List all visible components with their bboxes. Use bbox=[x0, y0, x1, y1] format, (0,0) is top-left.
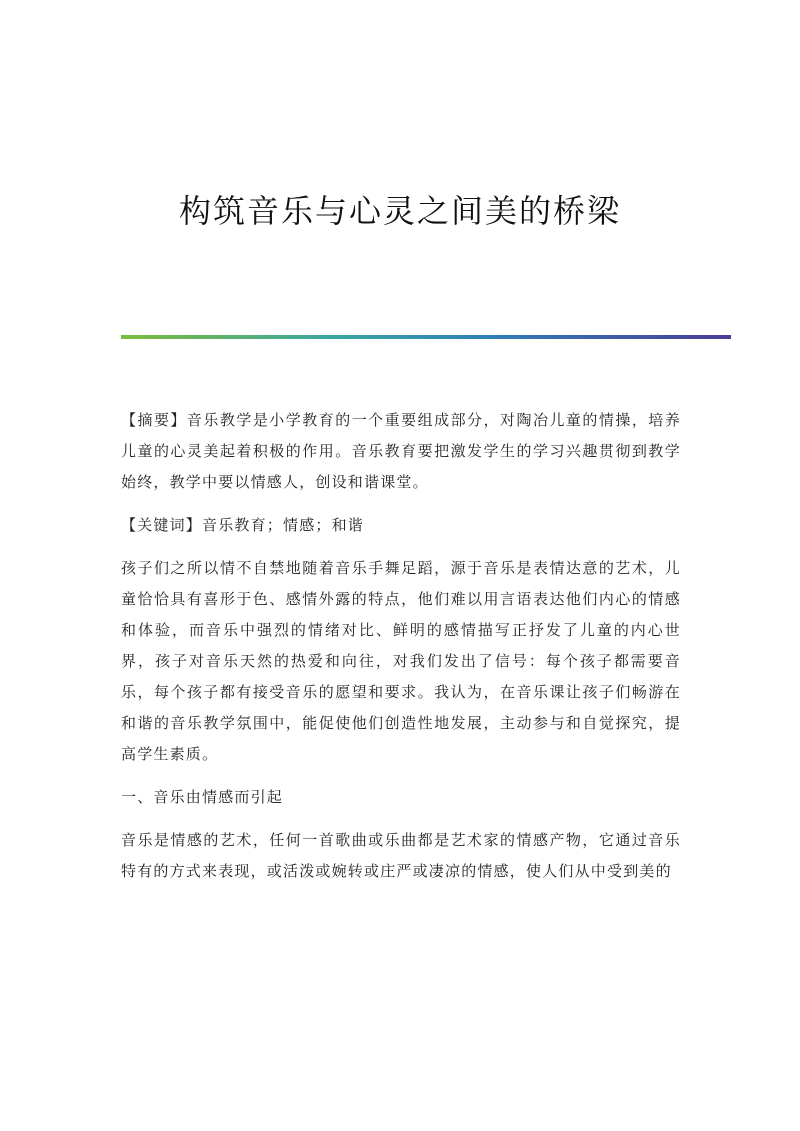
intro-paragraph: 孩子们之所以情不自禁地随着音乐手舞足蹈，源于音乐是表情达意的艺术，儿童恰恰具有喜形于色、感情外露的特点，他们难以用言语表达他们内心的情感和体验，而音乐中强烈的情绪对比、鲜明的感情描写正抒发了儿童的内心世界，孩子对音乐天然的热爱和向往，对我们发出了信号：每个孩子都需要音乐，每个孩子都有接受音乐的愿望和要求。我认为，在音乐课让孩子们畅游在和谐的音乐教学氛围中，能促使他们创造性地发展，主动参与和自觉探究，提高学生素质。 bbox=[121, 559, 681, 763]
document-body bbox=[121, 405, 681, 887]
document-title: 构筑音乐与心灵之间美的桥梁 bbox=[178, 192, 621, 230]
body-paragraph: 音乐是情感的艺术，任何一首歌曲或乐曲都是艺术家的情感产物，它通过音乐特有的方式来表现，或活泼或婉转或庄严或凄凉的情感，使人们从中受到美的 bbox=[121, 831, 681, 880]
title-divider bbox=[121, 335, 731, 339]
abstract-paragraph: 【摘要】音乐教学是小学教育的一个重要组成部分，对陶冶儿童的情操，培养儿童的心灵美起着积极的作用。音乐教育要把激发学生的学习兴趣贯彻到教学始终，教学中要以情感人，创设和谐课堂。 bbox=[121, 411, 681, 491]
section-heading: 一、音乐由情感而引起 bbox=[121, 788, 284, 806]
keywords-paragraph: 【关键词】音乐教育；情感；和谐 bbox=[121, 516, 365, 534]
